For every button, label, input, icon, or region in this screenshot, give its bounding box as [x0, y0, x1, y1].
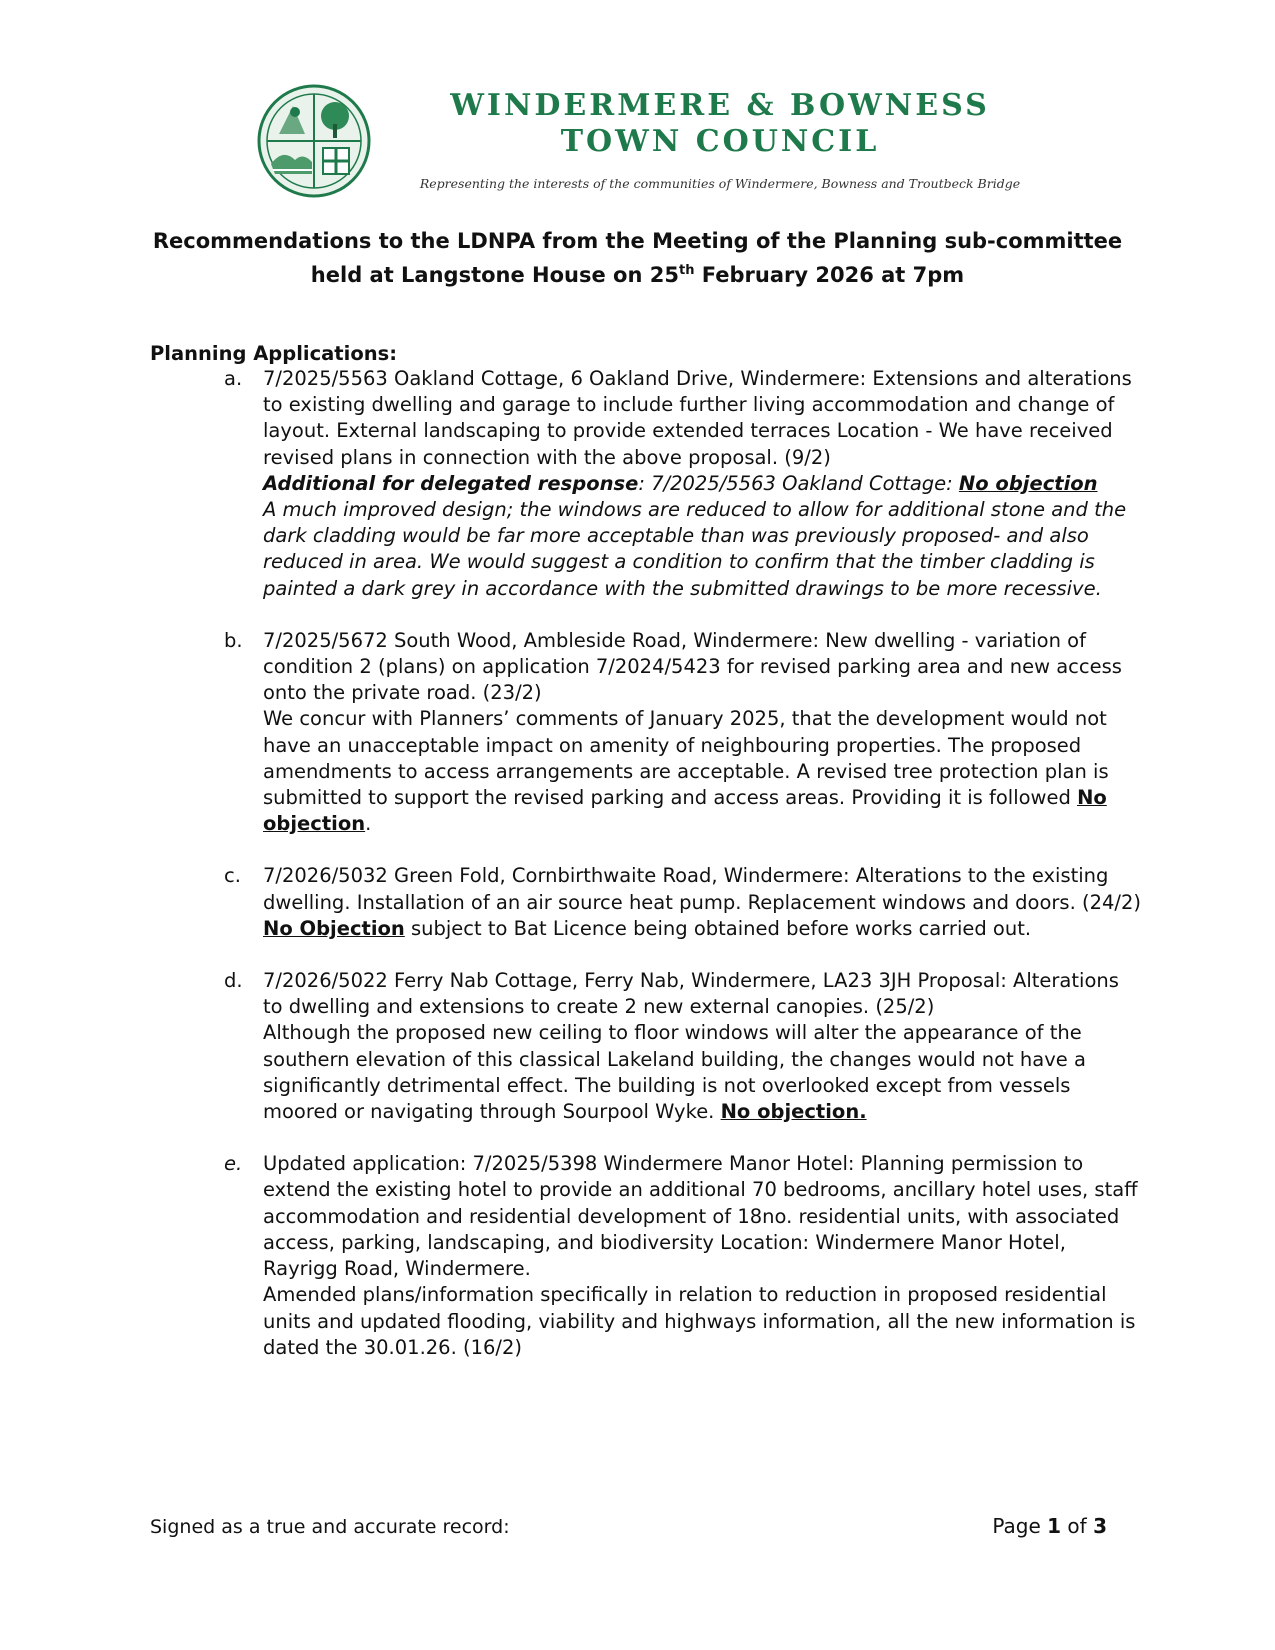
application-description: 7/2025/5672 South Wood, Ambleside Road, Windermere: New dwelling - variation of condition 2 (plans) on application 7/2024/5423 for revised parking area and new access onto the private road. (23/2)	[263, 628, 1122, 705]
verdict: No Objection	[263, 916, 405, 940]
council-crest-icon	[257, 84, 371, 198]
title-line2-end: February 2026 at 7pm	[694, 263, 965, 287]
item-marker: e.	[224, 1152, 243, 1176]
application-comment	[263, 916, 1143, 942]
title-ordinal-suffix: th	[678, 263, 695, 278]
application-item-a	[224, 366, 1143, 602]
item-marker: b.	[224, 628, 243, 652]
document-title	[120, 226, 1155, 290]
delegated-label: Additional for delegated response	[263, 471, 639, 495]
page-current: 1	[1047, 1514, 1062, 1538]
council-tagline: Representing the interests of the communities of Windermere, Bowness and Troutbeck Bridge	[419, 176, 1021, 191]
verdict: No objection.	[720, 1100, 867, 1124]
title-line2	[120, 256, 1155, 290]
verdict: No objection	[263, 786, 1107, 836]
page-word: Page	[992, 1514, 1048, 1538]
application-item-b	[224, 628, 1143, 838]
item-marker: c.	[224, 864, 241, 888]
delegated-response	[263, 471, 1143, 497]
page-of: of	[1061, 1514, 1094, 1538]
comment-text: We concur with Planners’ comments of January 2025, that the development would not have an unacceptable impact on amenity of neighbouring properties. The proposed amendments to access arrangements are acceptable. A revised tree protection plan is submitted to support the revised parking and access areas. Providing it is followed	[263, 707, 1109, 810]
title-line1: Recommendations to the LDNPA from the Meeting of the Planning sub-committee	[152, 229, 1123, 253]
application-item-d	[224, 968, 1143, 1125]
applications-list	[224, 366, 1143, 1387]
item-marker: d.	[224, 969, 243, 993]
item-marker: a.	[224, 367, 243, 390]
page-number	[992, 1514, 1107, 1538]
delegated-ref: : 7/2025/5563 Oakland Cottage:	[638, 471, 959, 495]
application-comment	[263, 1020, 1143, 1125]
application-description: 7/2026/5032 Green Fold, Cornbirthwaite Road, Windermere: Alterations to the existing dwelling. Installation of an air source heat pump. Replacement windows and doors. (24/2)	[263, 864, 1141, 914]
section-heading: Planning Applications:	[150, 342, 397, 365]
application-description: 7/2026/5022 Ferry Nab Cottage, Ferry Nab, Windermere, LA23 3JH Proposal: Alterations to dwelling and extensions to create 2 new external canopies. (25/2)	[263, 969, 1119, 1019]
council-name-line1: WINDERMERE & BOWNESS	[450, 88, 990, 123]
comment-end: .	[365, 812, 372, 836]
application-item-e	[224, 1151, 1143, 1361]
comment-text: subject to Bat Licence being obtained before works carried out.	[404, 916, 1032, 940]
application-comment: A much improved design; the windows are reduced to allow for additional stone and the dark cladding would be far more acceptable than was previously proposed- and also reduced in area. We would suggest a condition to confirm that the timber cladding is painted a dark grey in accordance with the submitted drawings to be more recessive.	[263, 498, 1127, 600]
comment-text: Although the proposed new ceiling to floor windows will alter the appearance of the southern elevation of this classical Lakeland building, the changes would not have a significantly detrimental effect. The building is not overlooked except from vessels moored or navigating through Sourpool Wyke.	[263, 1021, 1086, 1124]
application-comment: Amended plans/information specifically in relation to reduction in proposed residential units and updated flooding, viability and highways information, all the new information is dated the 30.01.26. (16/2)	[263, 1283, 1136, 1359]
application-comment	[263, 706, 1143, 837]
signature-line: Signed as a true and accurate record:	[150, 1516, 510, 1538]
application-item-c	[224, 863, 1143, 942]
application-description: Updated application: 7/2025/5398 Windermere Manor Hotel: Planning permission to extend the existing hotel to provide an additional 70 bedrooms, ancillary hotel uses, staff accommodation and residential development of 18no. residential units, with associated access, parking, landscaping, and biodiversity Location: Windermere Manor Hotel, Rayrigg Road, Windermere.	[263, 1152, 1138, 1281]
verdict: No objection	[958, 471, 1098, 495]
page-total: 3	[1093, 1514, 1107, 1538]
council-name	[420, 88, 1020, 160]
title-line2-start: held at Langstone House on 25	[310, 263, 679, 287]
council-name-line2: TOWN COUNCIL	[560, 124, 880, 159]
application-description: 7/2025/5563 Oakland Cottage, 6 Oakland Drive, Windermere: Extensions and alterations to existing dwelling and garage to include further living accommodation and change of layout. External landscaping to provide extended terraces Location - We have received revised plans in connection with the above proposal. (9/2)	[263, 367, 1132, 469]
